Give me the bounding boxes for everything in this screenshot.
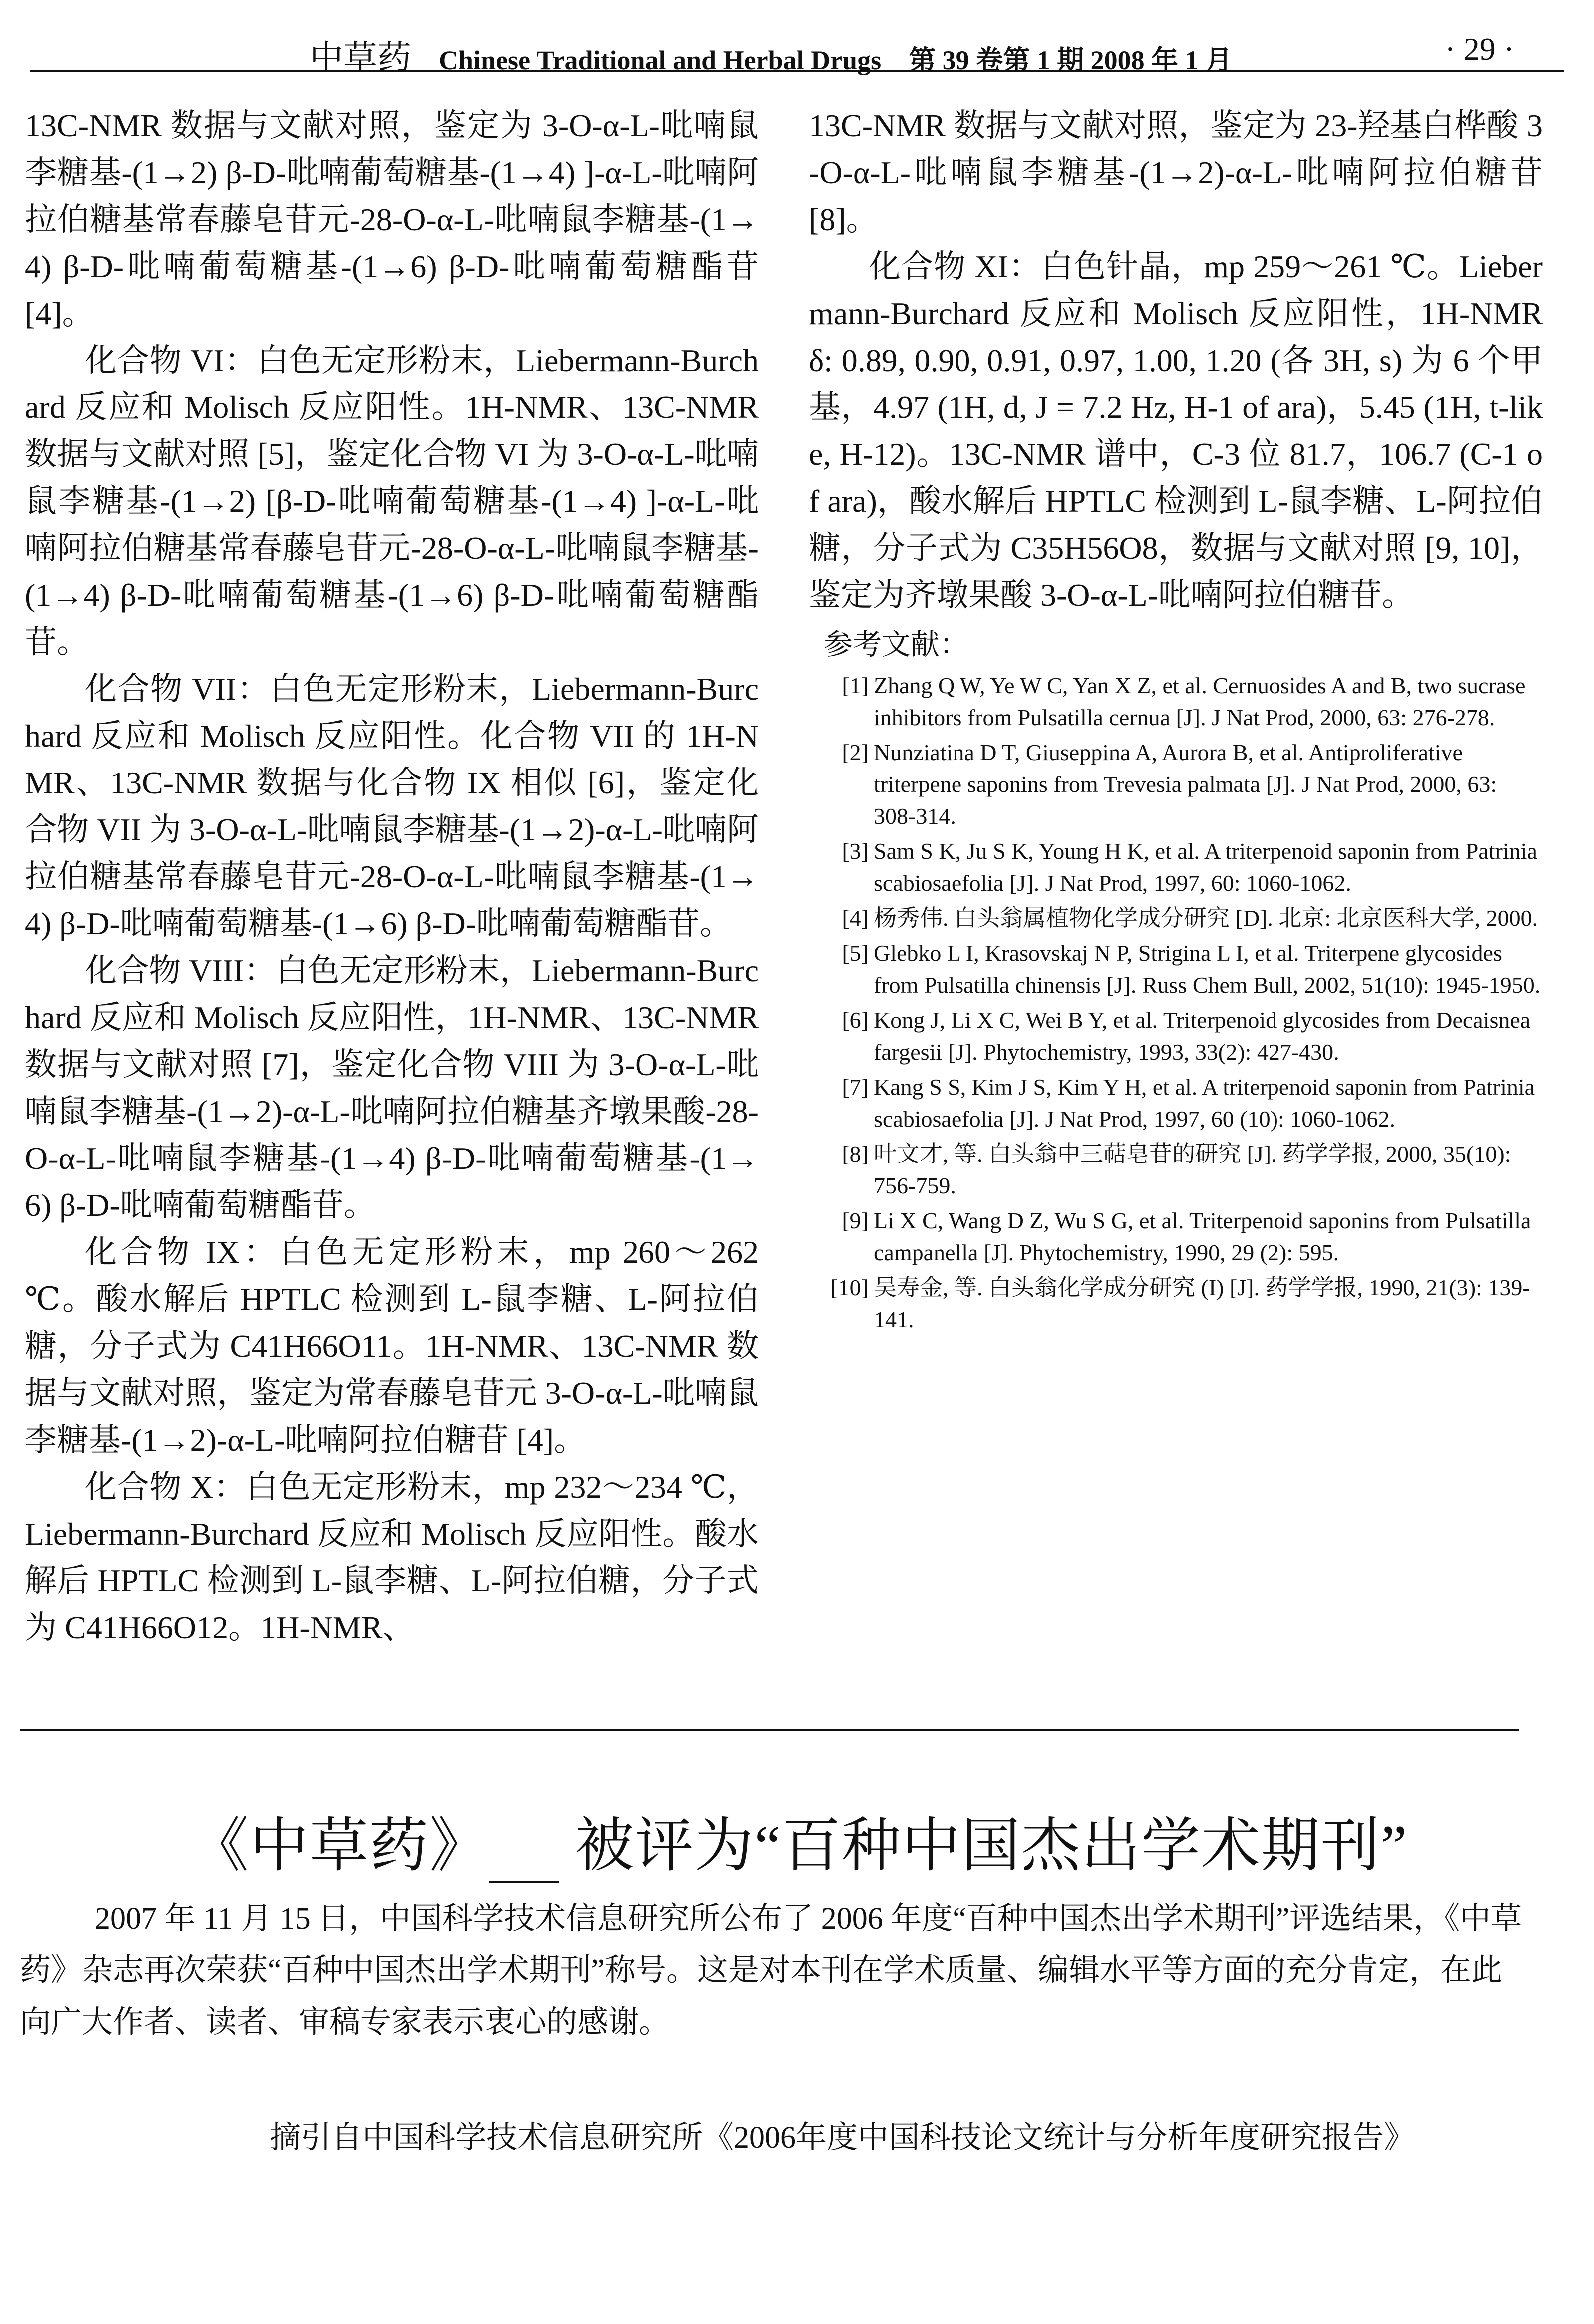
reference-text: Kong J, Li X C, Wei B Y, et al. Triterpenoid glycosides from Decaisnea fargesii [J]. Phytochemistry, 1993, 33(2): 427-430. <box>874 1007 1531 1065</box>
running-head <box>310 31 1232 79</box>
reference-text: Zhang Q W, Ye W C, Yan X Z, et al. Cernuosides A and B, two sucrase inhibitors from Pulsatilla cernua [J]. J Nat Prod, 2000, 63: 276-278. <box>874 673 1526 730</box>
paragraph: 化合物 VIII：白色无定形粉末，Liebermann-Burchard 反应和 Molisch 反应阳性，1H-NMR、13C-NMR 数据与文献对照 [7]，鉴定化合物 VIII 为 3-O-α-L-吡喃鼠李糖基-(1→2)-α-L-吡喃阿拉伯糖基齐墩果酸-28-O-α-L-吡喃鼠李糖基-(1→4) β-D-吡喃葡萄糖基-(1→6) β-D-吡喃葡萄糖酯苷。 <box>25 953 759 1223</box>
reference-text: Glebko L I, Krasovskaj N P, Strigina L I, et al. Triterpene glycosides from Pulsatilla chinensis [J]. Russ Chem Bull, 2002, 51(10): 1945-1950. <box>874 940 1541 998</box>
reference-item <box>809 1205 1543 1269</box>
reference-text: Kang S S, Kim J S, Kim Y H, et al. A triterpenoid saponin from Patrinia scabiosaefolia [J]. J Nat Prod, 1997, 60 (10): 1060-1062. <box>874 1074 1535 1132</box>
reference-item <box>809 1272 1543 1336</box>
notice-title-journal: 《中草药》 <box>190 1813 490 1879</box>
paragraph: 化合物 VI：白色无定形粉末，Liebermann-Burchard 反应和 Molisch 反应阳性。1H-NMR、13C-NMR 数据与文献对照 [5]，鉴定化合物 VI 为 3-O-α-L-吡喃鼠李糖基-(1→2) [β-D-吡喃葡萄糖基-(1→4) ]-α-L-吡喃阿拉伯糖基常春藤皂苷元-28-O-α-L-吡喃鼠李糖基-(1→4) β-D-吡喃葡萄糖基-(1→6) β-D-吡喃葡萄糖酯苷。 <box>25 343 759 660</box>
reference-number: [3] <box>842 838 869 864</box>
reference-text: 吴寿金, 等. 白头翁化学成分研究 (I) [J]. 药学学报, 1990, 21(3): 139-141. <box>874 1275 1530 1332</box>
issue-info: 第 39 卷第 1 期 2008 年 1 月 <box>909 45 1233 75</box>
reference-item <box>809 937 1543 1001</box>
reference-number: [9] <box>842 1208 869 1233</box>
notice-title-award: 被评为“百种中国杰出学术期刊” <box>575 1813 1408 1879</box>
journal-name-en: Chinese Traditional and Herbal Drugs <box>439 45 882 75</box>
reference-number: [7] <box>842 1074 869 1100</box>
reference-number: [2] <box>842 740 869 765</box>
paragraph: 化合物 X：白色无定形粉末，mp 232～234 ℃，Liebermann-Burchard 反应和 Molisch 反应阳性。酸水解后 HPTLC 检测到 L-鼠李糖、L-阿拉伯糖，分子式为 C41H66O12。1H-NMR、 <box>25 1469 759 1645</box>
right-column <box>809 102 1543 1710</box>
reference-text: Nunziatina D T, Giuseppina A, Aurora B, et al. Antiproliferative triterpene saponins from Trevesia palmata [J]. J Nat Prod, 2000, 63: 308-314. <box>874 740 1497 829</box>
reference-item <box>809 835 1543 899</box>
reference-item <box>809 1071 1543 1135</box>
paragraph: 化合物 IX：白色无定形粉末，mp 260～262 ℃。酸水解后 HPTLC 检测到 L-鼠李糖、L-阿拉伯糖，分子式为 C41H66O11。1H-NMR、13C-NMR 数据与文献对照，鉴定为常春藤皂苷元 3-O-α-L-吡喃鼠李糖基-(1→2)-α-L-吡喃阿拉伯糖苷 [4]。 <box>25 1234 759 1458</box>
notice-body <box>20 1893 1533 2048</box>
reference-text: Li X C, Wang D Z, Wu S G, et al. Triterpenoid saponins from Pulsatilla campanella [J]. Phytochemistry, 1990, 29 (2): 595. <box>874 1208 1531 1265</box>
paragraph: 13C-NMR 数据与文献对照，鉴定为 3-O-α-L-吡喃鼠李糖基-(1→2) β-D-吡喃葡萄糖基-(1→4) ]-α-L-吡喃阿拉伯糖基常春藤皂苷元-28-O-α-L-吡喃鼠李糖基-(1→4) β-D-吡喃葡萄糖基-(1→6) β-D-吡喃葡萄糖酯苷 [4]。 <box>25 108 759 331</box>
section-divider <box>20 1729 1519 1731</box>
reference-text: Sam S K, Ju S K, Young H K, et al. A triterpenoid saponin from Patrinia scabiosaefolia [J]. J Nat Prod, 1997, 60: 1060-1062. <box>874 838 1537 896</box>
paragraph: 化合物 XI：白色针晶，mp 259～261 ℃。Liebermann-Burchard 反应和 Molisch 反应阳性，1H-NMR δ: 0.89, 0.90, 0.91, 0.97, 1.00, 1.20 (各 3H, s) 为 6 个甲基，4.97 (1H, d, J = 7.2 Hz, H-1 of ara)，5.45 (1H, t-like, H-12)。13C-NMR 谱中，C-3 位 81.7，106.7 (C-1 of ara)，酸水解后 HPTLC 检测到 L-鼠李糖、L-阿拉伯糖，分子式为 C35H56O8，数据与文献对照 [9, 10]，鉴定为齐墩果酸 3-O-α-L-吡喃阿拉伯糖苷。 <box>809 249 1543 613</box>
reference-item <box>809 1138 1543 1202</box>
reference-number: [4] <box>842 905 869 931</box>
journal-name-cn: 中草药 <box>310 39 412 77</box>
title-underline <box>489 1876 559 1883</box>
notice-title <box>190 1798 1408 1883</box>
reference-text: 杨秀伟. 白头翁属植物化学成分研究 [D]. 北京: 北京医科大学, 2000. <box>874 905 1538 931</box>
reference-number: [1] <box>842 673 869 698</box>
notice-source: 摘引自中国科学技术信息研究所《2006年度中国科技论文统计与分析年度研究报告》 <box>270 2121 1415 2155</box>
reference-item <box>809 737 1543 832</box>
reference-text: 叶文才, 等. 白头翁中三萜皂苷的研究 [J]. 药学学报, 2000, 35(10): 756-759. <box>874 1141 1511 1198</box>
paragraph: 13C-NMR 数据与文献对照，鉴定为 23-羟基白桦酸 3-O-α-L-吡喃鼠李糖基-(1→2)-α-L-吡喃阿拉伯糖苷 [8]。 <box>809 108 1543 237</box>
reference-number: [5] <box>842 940 869 966</box>
page-header <box>30 20 1564 77</box>
reference-item <box>809 670 1543 734</box>
notice-paragraph: 2007 年 11 月 15 日，中国科学技术信息研究所公布了 2006 年度“百种中国杰出学术期刊”评选结果，《中草药》杂志再次荣获“百种中国杰出学术期刊”称号。这是对本刊在学术质量、编辑水平等方面的充分肯定，在此向广大作者、读者、审稿专家表示衷心的感谢。 <box>20 1902 1522 2039</box>
reference-item <box>809 1004 1543 1068</box>
paragraph: 化合物 VII：白色无定形粉末，Liebermann-Burchard 反应和 Molisch 反应阳性。化合物 VII 的 1H-NMR、13C-NMR 数据与化合物 IX 相似 [6]，鉴定化合物 VII 为 3-O-α-L-吡喃鼠李糖基-(1→2)-α-L-吡喃阿拉伯糖基常春藤皂苷元-28-O-α-L-吡喃鼠李糖基-(1→4) β-D-吡喃葡萄糖基-(1→6) β-D-吡喃葡萄糖酯苷。 <box>25 671 759 941</box>
reference-number: [8] <box>842 1141 869 1166</box>
references-heading: 参考文献： <box>824 628 969 661</box>
reference-number: [10] <box>830 1275 869 1300</box>
reference-item <box>809 902 1543 934</box>
reference-number: [6] <box>842 1007 869 1033</box>
page-number: · 29 · <box>1445 31 1514 67</box>
left-column <box>25 102 759 1710</box>
